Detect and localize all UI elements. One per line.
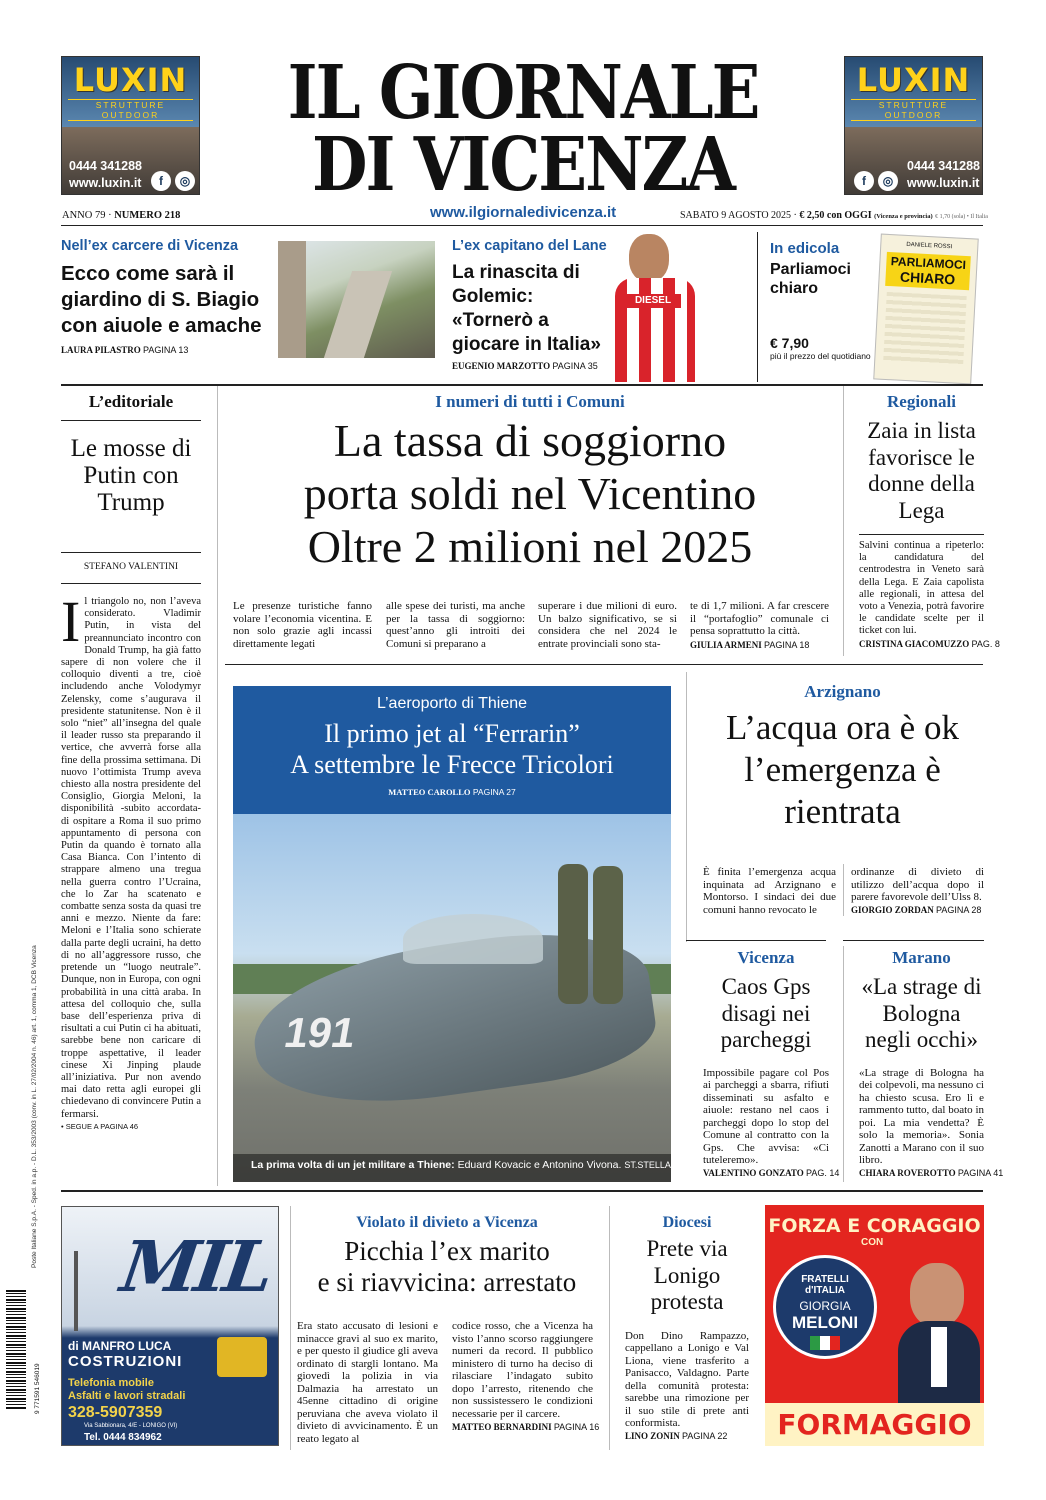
lead-col-4: te di 1,7 milioni. A far crescere il “portafoglio” comunale ci pensa soprattutto la città.	[690, 600, 829, 637]
edicola-title: Parliamoci chiaro	[770, 261, 851, 297]
diocesi-story[interactable]	[625, 1214, 749, 1441]
mil-ad[interactable]	[61, 1206, 279, 1446]
mil-phone: Tel. 0444 834962	[84, 1432, 162, 1443]
violato-col-1: Era stato accusato di lesioni e minacce gravi al suo ex marito, e per questo il giudice gli aveva ordinato di stargli lontano. Ma giovedì la polizia in via Dalmazia ha arrestato un 45enne cittadino di origine peruviana che aveva violato il divieto di avvicinamento. È un reato legato al	[297, 1320, 438, 1445]
mil-line2: Asfalti e lavori stradali	[68, 1390, 186, 1402]
mil-address: Via Sabbionara, 4/E - LONIGO (VI)	[84, 1423, 178, 1429]
teaser-title: La rinascita di Golemic: «Tornerò a giocare in Italia»	[452, 262, 601, 355]
violato-story[interactable]	[297, 1214, 597, 1298]
politics-ad[interactable]	[765, 1205, 984, 1446]
aeroporto-title-1: Il primo jet al “Ferrarin”	[324, 719, 580, 748]
barcode-number: 9 771591 546019	[34, 1363, 41, 1414]
luxin-ad-right[interactable]	[844, 56, 983, 195]
teaser-kicker: Nell’ex carcere di Vicenza	[61, 238, 239, 254]
instagram-icon: ◎	[175, 171, 195, 191]
arzignano-story[interactable]	[700, 682, 985, 833]
regionali-byline: CRISTINA GIACOMUZZO PAG. 8	[859, 638, 1000, 649]
vicenza-body: Impossibile pagare col Pos ai parcheggi a sbarra, rifiuti disseminati su asfalto e aiuole: restano nel caos i parcheggi dopo lo stop del Comune al contratto con la Gps. Che avvisa: «Ci tuteleremo».	[703, 1066, 829, 1166]
lead-col-1: Le presenze turistiche fanno volare l’economia vicentina. E non solo grazie agli incassi direttamente legati	[233, 600, 372, 650]
aeroporto-title-2: A settembre le Frecce Tricolori	[290, 750, 614, 779]
arzignano-col-1: È finita l’emergenza acqua inquinata ad Arzignano e Montorso. I sindaci dei due comuni hanno revocato le	[703, 866, 836, 916]
arzignano-title: L’acqua ora è ok l’emergenza è rientrata	[726, 708, 959, 831]
party-logo: FRATELLI d'ITALIA GIORGIA MELONI	[773, 1255, 877, 1359]
edition-info: ANNO 79 · NUMERO 218	[62, 210, 181, 221]
dropcap: I	[61, 589, 81, 654]
arzignano-col-2: ordinanze di divieto di utilizzo dell’acqua dopo il parere favorevole dell’Ulss 8.	[851, 866, 984, 903]
luxin-web: www.luxin.it	[69, 176, 142, 190]
lead-title-2: porta soldi nel Vicentino	[303, 468, 757, 519]
jet-photo	[233, 814, 671, 1182]
masthead	[240, 50, 806, 209]
aeroporto-story[interactable]	[233, 686, 671, 1182]
marano-title: «La strage di Bologna negli occhi»	[861, 974, 982, 1052]
diocesi-kicker: Diocesi	[662, 1214, 712, 1231]
edicola-box[interactable]	[770, 240, 880, 361]
violato-kicker: Violato il divieto a Vicenza	[356, 1214, 538, 1231]
price-alt: € 1,70 (sola) • Il Italia	[935, 214, 988, 220]
regionali-title: Zaia in lista favorisce le donne della Lega	[867, 418, 976, 523]
violato-byline: MATTEO BERNARDINI PAGINA 16	[452, 1422, 600, 1432]
candidate-photo	[893, 1257, 983, 1403]
book-cover-title2: CHIARO	[899, 268, 956, 288]
facebook-icon: f	[151, 171, 171, 191]
masthead-line2: DI VICENZA	[312, 122, 734, 209]
mil-line1: Telefonia mobile	[68, 1377, 154, 1389]
lead-byline: GIULIA ARMENI PAGINA 18	[690, 639, 810, 650]
edicola-price: € 7,90	[770, 335, 809, 351]
marano-story[interactable]	[859, 948, 1004, 1178]
editoriale-author: STEFANO VALENTINI	[83, 562, 179, 572]
regionali-body: Salvini continua a ripeterlo: la candidatura del centrodestra in Veneto sarà della Lega. E Zaia capolista alle regionali, in attesa del voto a Venezia, potrà favorire le candidate scelte per il ticket con lui.	[859, 540, 984, 637]
lead-title-3: Oltre 2 milioni nel 2025	[307, 521, 753, 572]
violato-col-2: codice rosso, che a Vicenza ha visto l’anno scorso raggiungere numeri da record. Il pubblico ministero di turno ha deciso di rilasciare l’indagato subito dopo l’arresto, ritenendo che non sussistessero le condizioni necessarie per il carcere.	[452, 1320, 593, 1420]
postal-info: Poste Italiane S.p.A. - Sped. in a.p. - D.L. 353/2003 (conv. in L. 27/02/2004 n. 46) art. 1, comma 1, DCB Vicenza	[31, 945, 38, 1268]
marano-body: «La strage di Bologna ha dei colpevoli, ma nessuno ci ha chiesto scusa. Ero lì e rammento tutto, dal boato in poi. La mia vendetta? È solo la memoria». Sonia Zanotti a Marano con il suo libro.	[859, 1066, 984, 1166]
marano-byline: CHIARA ROVEROTTO PAGINA 41	[859, 1167, 1004, 1178]
aeroporto-byline: MATTEO CAROLLO PAGINA 27	[388, 787, 516, 797]
luxin-logo: LUXIN	[856, 61, 971, 99]
garden-rendering-image	[278, 241, 435, 358]
instagram-icon: ◎	[878, 171, 898, 191]
barcode	[6, 1290, 26, 1410]
violato-title-1: Picchia l’ex marito	[344, 1236, 550, 1266]
vicenza-byline: VALENTINO GONZATO PAG. 14	[703, 1167, 840, 1178]
website-link[interactable]: www.ilgiornaledivicenza.it	[430, 204, 617, 221]
price: € 2,50 con OGGI	[799, 210, 872, 221]
mil-logo: MIL	[116, 1225, 276, 1308]
regionali-story[interactable]	[859, 392, 1000, 649]
mil-company: COSTRUZIONI	[68, 1353, 183, 1370]
numero: NUMERO 218	[114, 210, 181, 221]
politics-name: FORMAGGIO	[765, 1403, 984, 1446]
luxin-tagline: STRUTTURE OUTDOOR	[68, 99, 193, 121]
book-cover-title1: PARLIAMOCI	[890, 254, 967, 273]
lead-title-1: La tassa di soggiorno	[333, 415, 727, 466]
luxin-ad-left[interactable]	[61, 56, 200, 195]
editoriale-title: Le mosse di Putin con Trump	[70, 435, 192, 516]
lead-col-3: superare i due milioni di euro. Un balzo significativo, se si considera che nel 2024 le entrate provinciali sono sta-	[538, 600, 677, 650]
teaser-kicker: L’ex capitano del Lane	[452, 238, 607, 254]
jet-number: 191	[280, 1009, 360, 1056]
luxin-logo: LUXIN	[73, 61, 188, 99]
lead-kicker: I numeri di tutti i Comuni	[435, 392, 625, 411]
vicenza-title: Caos Gps disagi nei parcheggi	[720, 974, 812, 1052]
arzignano-byline: GIORGIO ZORDAN PAGINA 28	[851, 904, 982, 915]
masthead-line1: IL GIORNALE	[287, 50, 759, 137]
luxin-web: www.luxin.it	[907, 176, 980, 190]
luxin-phone: 0444 341288	[907, 159, 980, 173]
teaser-title: Ecco come sarà il giardino di S. Biagio con aiuole e amache	[61, 262, 262, 337]
luxin-phone: 0444 341288	[69, 159, 142, 173]
teaser-byline: LAURA PILASTRO PAGINA 13	[61, 345, 189, 355]
arzignano-kicker: Arzignano	[804, 682, 881, 701]
golemic-player-image: DIESEL	[595, 232, 713, 382]
politics-con: CON	[861, 1237, 884, 1248]
vicenza-story[interactable]	[703, 948, 840, 1178]
aeroporto-kicker: L’aeroporto di Thiene	[376, 695, 528, 712]
editoriale-continues[interactable]: • SEGUE A PAGINA 46	[61, 1121, 139, 1131]
jet-caption: La prima volta di un jet militare a Thiene: Eduard Kovacic e Antonino Vivona. ST.STELLA	[251, 1159, 671, 1171]
edicola-label: In edicola	[770, 240, 840, 257]
facebook-icon: f	[854, 171, 874, 191]
editoriale-body: l triangolo no, non l’aveva considerato. Vladimir Putin, in vista del preannunciato incontro con Donald Trump, ha già fatto sapere di non volere che il colloquio diventi a tre, cioè includendo anche Volodymyr Zelensky, come s’augurava il presidente statunitense. Non è il solo “niet” all’insegna del quale il leader russo sta preparando il vertice, che avverrà forse alla fine della prossima settimana. Di nuovo l’ottimista Trump aveva chiesto alla nostra presidente del Consiglio, Giorgia Meloni, la disponibilità -subito accordata- di ospitare a Roma il suo primo appuntamento di persona con Putin da quando è tornato alla Casa Bianca. Con l’intento di strappare almeno una tregua nella guerra contro l’Ucraina, che lo Zar ha scatenato e combatte senza sosta da quasi tre anni e mezzo. Niente da fare: Meloni e l’Italia sono schierate dalla parte degli ucraini, ha detto di no all’aggressore russo, che pretende un “luogo neutrale”. Dunque, non in Europa, con ogni probabilità in una città araba. In attesa del colloquio che, sulla base dell’esperienza priva di risultati a cui Putin ci ha abituati, sarebbe bene non caricare di troppe aspettative, il leader cinese Xi Jinping plaude all’iniziativa. Pur non avendo mai dato retta agli europei gli chiedevano di convincere Putin a fermarsi.	[61, 596, 201, 1120]
mil-owner: di MANFRO LUCA	[68, 1339, 172, 1353]
lead-col-2: alle spese dei turisti, ma anche per la tassa di soggiorno: quest’anno gli introiti dei Comuni si preparano a	[386, 600, 525, 650]
editoriale-column[interactable]	[61, 392, 201, 1131]
vicenza-kicker: Vicenza	[737, 948, 795, 967]
editoriale-header: L’editoriale	[88, 392, 174, 411]
teaser-san-biagio[interactable]	[61, 238, 276, 355]
anno: ANNO 79	[62, 210, 106, 221]
date-price: SABATO 9 AGOSTO 2025 · € 2,50 con OGGI (Vicenza e provincia) € 1,70 (sola) • Il Italia	[680, 210, 988, 221]
politics-headline: FORZA E CORAGGIO	[768, 1215, 981, 1237]
edicola-note: più il prezzo del quotidiano	[770, 351, 871, 361]
luxin-tagline: STRUTTURE OUTDOOR	[851, 99, 976, 121]
book-cover-author: DANIELE ROSSI	[906, 241, 953, 251]
regionali-kicker: Regionali	[887, 392, 956, 411]
teaser-byline: EUGENIO MARZOTTO PAGINA 35	[452, 361, 598, 371]
issue-date: SABATO 9 AGOSTO 2025	[680, 210, 792, 221]
violato-title-2: e si riavvicina: arrestato	[317, 1267, 577, 1297]
diocesi-body: Don Dino Rampazzo, cappellano a Lonigo e Val Liona, viene trasferito a Panisacco, Valdagno. Parte della comunità protesta: sarebbe una rimozione per il suo stile di prete anti conformista.	[625, 1329, 749, 1429]
marano-kicker: Marano	[892, 948, 951, 967]
mil-mobile: 328-5907359	[68, 1404, 163, 1421]
lead-story[interactable]	[225, 392, 835, 573]
diocesi-title: Prete via Lonigo protesta	[646, 1236, 728, 1314]
book-cover-image	[873, 234, 979, 385]
price-note: (Vicenza e provincia)	[874, 213, 933, 220]
diocesi-byline: LINO ZONIN PAGINA 22	[625, 1430, 728, 1441]
